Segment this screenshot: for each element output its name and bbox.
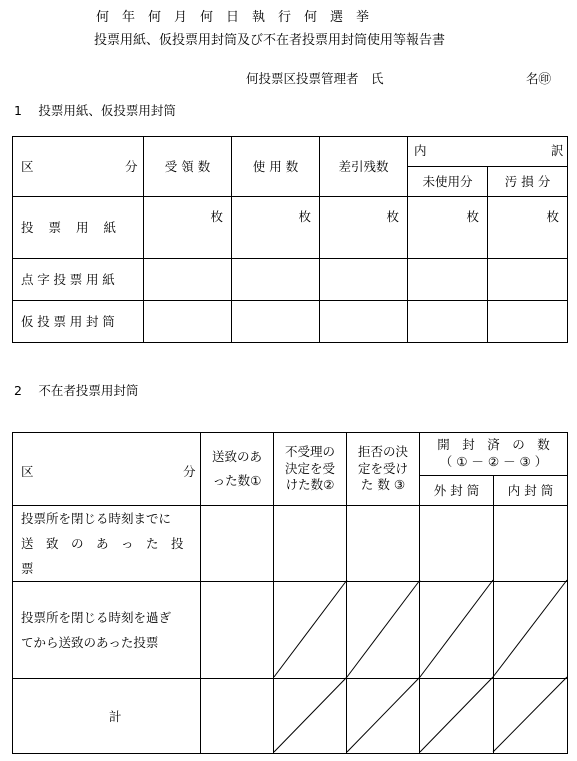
s2-header-kubun-cell — [13, 433, 201, 506]
col-breakdown-2: 訳 — [551, 143, 564, 158]
section1-heading: 1 投票用紙、仮投票用封筒 — [14, 103, 176, 118]
col-rejected — [274, 433, 347, 506]
row1-line-a: 投票所を閉じる時刻までに — [21, 511, 172, 526]
col-refuse-2: 定を受け — [357, 460, 408, 476]
col-reject-2: 決定を受 — [284, 460, 335, 476]
header-kubun: 区 — [21, 159, 34, 174]
table-ballot-papers — [12, 136, 568, 343]
col-opened — [420, 433, 568, 476]
col-damaged: 汚 損 分 — [488, 167, 568, 197]
col-opened-1: 開 封 済 の 数 — [437, 437, 550, 453]
s2-header-kubun: 区 — [21, 464, 34, 479]
row-braille-paper: 点字投票用紙 — [13, 259, 144, 301]
col-breakdown-1: 内 — [414, 143, 427, 158]
col-sent-2: った数① — [212, 473, 262, 488]
col-remaining: 差引残数 — [320, 137, 408, 197]
col-refused — [347, 433, 420, 506]
table-absentee-envelopes — [12, 432, 568, 754]
s2-header-bun: 分 — [183, 464, 196, 479]
manager-title: 何投票区投票管理者 氏 — [246, 71, 384, 86]
manager-name-seal: 名㊞ — [526, 71, 552, 86]
col-unused: 未使用分 — [408, 167, 488, 197]
col-sent-1: 送致のあ — [211, 449, 262, 465]
col-inner-envelope: 内 封 筒 — [494, 476, 568, 506]
col-refuse-1: 拒否の決 — [357, 443, 408, 459]
row-before-close — [13, 506, 201, 582]
col-breakdown — [408, 137, 568, 167]
row-total: 計 — [13, 679, 201, 754]
col-sent — [201, 433, 274, 506]
col-used: 使 用 数 — [232, 137, 320, 197]
row-after-close — [13, 582, 201, 679]
unit-unused: 枚 — [408, 197, 488, 259]
col-reject-3: けた数② — [285, 477, 335, 493]
col-reject-1: 不受理の — [284, 443, 335, 459]
unit-used: 枚 — [232, 197, 320, 259]
unit-remaining: 枚 — [320, 197, 408, 259]
col-opened-2: （ ① － ② － ③ ） — [439, 454, 548, 469]
row-ballot-paper: 投 票 用 紙 — [13, 197, 144, 259]
row1-line-b: 送 致 の あ っ た 投 票 — [21, 536, 197, 576]
header-kubun-cell — [13, 137, 144, 197]
col-outer-envelope: 外 封 筒 — [420, 476, 494, 506]
unit-received: 枚 — [144, 197, 232, 259]
unit-damaged: 枚 — [488, 197, 568, 259]
row2-line-a: 投票所を閉じる時刻を過ぎ — [21, 610, 172, 625]
col-received: 受 領 数 — [144, 137, 232, 197]
heading-line2: 投票用紙、仮投票用封筒及び不在者投票用封筒使用等報告書 — [94, 33, 446, 48]
row-provisional-envelope: 仮投票用封筒 — [13, 301, 144, 343]
heading-line1: 何 年 何 月 何 日 執 行 何 選 挙 — [96, 10, 370, 25]
col-refuse-3: た 数 ③ — [360, 477, 406, 493]
header-bun: 分 — [125, 159, 138, 174]
section2-heading: 2 不在者投票用封筒 — [14, 383, 139, 398]
row2-line-b: てから送致のあった投票 — [21, 635, 159, 650]
